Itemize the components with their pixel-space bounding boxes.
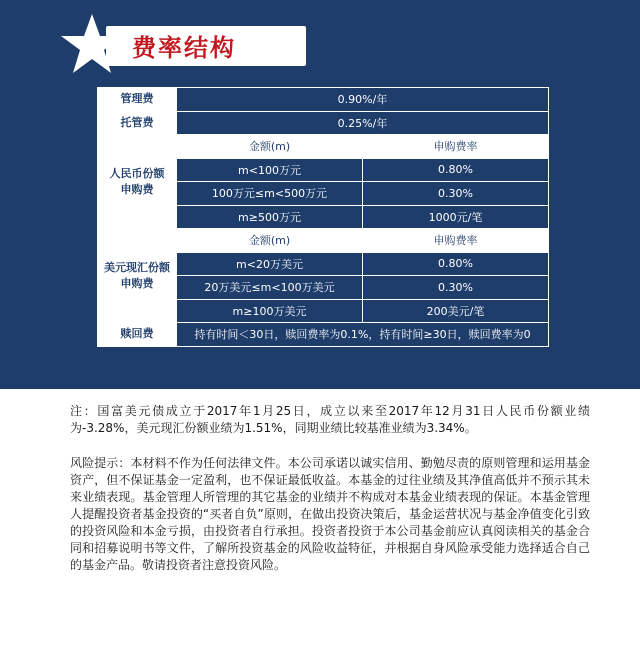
usd-purchase-label [98, 229, 177, 323]
page-title: 费率结构 [132, 34, 236, 62]
risk-warning: 风险提示：本材料不作为任何法律文件。本公司承诺以诚实信用、勤勉尽责的原则管理和运用基金资产，但不保证基金一定盈利，也不保证最低收益。本基金的过往业绩及其净值高低并不预示其未来业绩表现。基金管理人所管理的其它基金的业绩并不构成对本基金业绩表现的保证。本基金管理人提醒投资者基金投资的“买者自负”原则，在做出投资决策后，基金运营状况与基金净值变化引致的投资风险和本金亏损，由投资者自行承担。投资者投资于本公司基金前应认真阅读相关的基金合同和招募说明书等文件，了解所投资基金的风险收益特征，并根据自身风险承受能力选择适合自己的基金产品。敬请投资者注意投资风险。 [70, 456, 590, 572]
custody-fee-value: 0.25%/年 [177, 111, 549, 135]
rmb-rate-cell: 0.30% [363, 182, 549, 206]
management-fee-value: 0.90%/年 [177, 88, 549, 112]
table-row [98, 229, 549, 253]
usd-rate-cell: 0.80% [363, 252, 549, 276]
usd-amount-cell: m<20万美元 [177, 252, 363, 276]
usd-amount-cell: m≥100万美元 [177, 299, 363, 323]
rmb-rate-cell: 1000元/笔 [363, 205, 549, 229]
redemption-fee-value: 持有时间＜30日，赎回费率为0.1%，持有时间≥30日，赎回费率为0 [177, 323, 549, 347]
table-row [98, 111, 549, 135]
usd-rate-header: 申购费率 [363, 229, 549, 253]
rmb-purchase-label-line1: 人民币份额 [109, 166, 165, 180]
rmb-rate-cell: 0.80% [363, 158, 549, 182]
redemption-fee-label: 赎回费 [98, 323, 177, 347]
rmb-rate-header: 申购费率 [363, 135, 549, 159]
table-row [98, 323, 549, 347]
custody-fee-label: 托管费 [98, 111, 177, 135]
fee-table [97, 87, 549, 347]
usd-purchase-label-line2: 申购费 [120, 276, 154, 290]
usd-amount-cell: 20万美元≤m<100万美元 [177, 276, 363, 300]
rmb-amount-cell: m≥500万元 [177, 205, 363, 229]
management-fee-label: 管理费 [98, 88, 177, 112]
rmb-purchase-label-line2: 申购费 [120, 182, 154, 196]
usd-purchase-label-line1: 美元现汇份额 [104, 260, 170, 274]
usd-rate-cell: 0.30% [363, 276, 549, 300]
rmb-amount-cell: 100万元≤m<500万元 [177, 182, 363, 206]
usd-amount-header: 金额(m) [177, 229, 363, 253]
usd-rate-cell: 200美元/笔 [363, 299, 549, 323]
rmb-amount-header: 金额(m) [177, 135, 363, 159]
table-row [98, 88, 549, 112]
performance-note: 注：国富美元债成立于2017年1月25日，成立以来至2017年12月31日人民币份额业绩为-3.28%，美元现汇份额业绩为1.51%，同期业绩比较基准业绩为3.34%。 [70, 404, 590, 435]
rmb-purchase-label [98, 135, 177, 229]
section-title [60, 12, 360, 82]
table-row [98, 135, 549, 159]
rmb-amount-cell: m<100万元 [177, 158, 363, 182]
